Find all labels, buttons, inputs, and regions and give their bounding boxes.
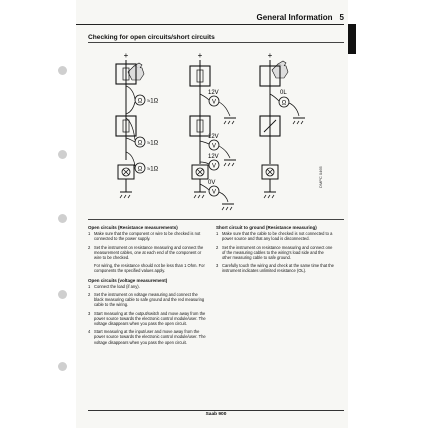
index-tab	[348, 24, 356, 54]
ohm-meter	[126, 86, 159, 114]
binder-hole	[58, 362, 67, 371]
diagram-rule	[88, 219, 344, 220]
ohm-symbol: Ω	[137, 166, 143, 173]
voltage-value: 12V	[208, 90, 219, 96]
lamp-symbol	[262, 165, 278, 179]
page-number: 5	[339, 13, 344, 22]
ohm-meter	[126, 152, 159, 173]
plus-symbol: +	[197, 51, 203, 60]
ground-symbol	[194, 192, 206, 198]
paragraph: For wiring, the resistance should not be less than 1 Ohm. For components the specified values apply.	[94, 263, 205, 274]
ohm-value: ≈1Ω	[147, 140, 159, 147]
ohm-value: ≈1Ω	[147, 166, 159, 173]
footer-rule	[88, 410, 344, 411]
list-item: 2 Set the instrument on resistance measuring and connect one of the measuring cables to the wiring's load side and the other measuring cable to safe ground.	[216, 244, 333, 261]
voltage-diagram	[190, 51, 236, 210]
open-circuit-voltage-heading: Open circuits (voltage measurement)	[88, 277, 168, 283]
footer-brand: Saab 900	[205, 412, 227, 417]
lamp-symbol	[118, 165, 134, 179]
page-footer	[88, 410, 344, 420]
list-item: 4 Start measuring at the input/user and move away from the power source towards the electronic control module/user. The voltage disappears when you pass the open circuit.	[88, 329, 206, 345]
open-circuit-resistance-heading: Open circuits (Resistance measurements)	[88, 225, 178, 230]
ground-symbol	[293, 118, 305, 124]
list-item: 3 Carefully touch the wiring and check at the same time that the instrument indicates unlimited resistance (OL).	[216, 263, 334, 274]
ol-value: 0L	[280, 90, 287, 96]
list-item: 1 Make sure that the cable to be checked is not connected to a power source and that any load is disconnected.	[216, 231, 333, 242]
resistance-diagram	[116, 51, 159, 198]
ohm-symbol: Ω	[281, 100, 287, 107]
header-title-text: General Information	[256, 13, 333, 22]
ground-symbol	[120, 192, 132, 198]
left-column	[88, 225, 206, 348]
section-title: Checking for open circuits/short circuits	[88, 34, 215, 41]
binder-hole	[58, 150, 67, 159]
volt-meter	[200, 134, 236, 166]
volt-meter	[200, 154, 219, 170]
ohm-value: ≈1Ω	[147, 98, 159, 105]
list-item: 2 Set the instrument on voltage measuring and connect the black measuring cable to safe ground and the red measuring cable to the wiring.	[88, 292, 205, 308]
binder-hole	[58, 290, 67, 299]
list-item: 1 Make sure that the component or wire to be checked is not connected to the power supply.	[88, 231, 201, 242]
volt-symbol: V	[211, 143, 217, 150]
circuit-diagram	[100, 44, 320, 216]
ohm-symbol: Ω	[137, 140, 143, 147]
header-title	[257, 13, 344, 22]
list-item: 1 Connect the load (if any).	[88, 283, 140, 289]
binder-hole	[58, 214, 67, 223]
ground-symbol	[264, 192, 276, 198]
short-circuit-heading: Short circuit to ground (Resistance measuring)	[216, 225, 317, 230]
right-column	[216, 225, 334, 277]
page-header	[76, 13, 344, 25]
ground-symbol	[224, 118, 236, 124]
short-circuit-diagram	[260, 51, 305, 198]
volt-meter	[200, 180, 234, 210]
volt-meter	[200, 90, 236, 124]
volt-symbol: V	[211, 99, 217, 106]
ground-symbol	[222, 204, 234, 210]
binder-hole	[58, 66, 67, 75]
voltage-value: 12V	[208, 134, 219, 140]
ohm-meter	[126, 118, 159, 147]
plus-symbol: +	[267, 51, 273, 60]
diagram-code: DMPC 0465	[318, 166, 323, 188]
volt-symbol: V	[211, 163, 217, 170]
volt-symbol: V	[211, 189, 217, 196]
list-item: 2 Set the instrument on resistance measuring and connect the measurement cables, one at each end of the component or wire to be checked.	[88, 244, 204, 261]
ground-symbol	[224, 160, 236, 166]
ohm-symbol: Ω	[137, 98, 143, 105]
list-item: 3 Start measuring at the output/switch and move away from the power source towards the electronic control module/user. The voltage disappears when you pass the open circuit.	[88, 310, 206, 327]
voltage-value: 0V	[208, 180, 216, 186]
ohm-meter	[270, 90, 305, 124]
plus-symbol: +	[123, 51, 129, 60]
voltage-value: 12V	[208, 154, 219, 160]
header-rule	[76, 24, 344, 25]
lamp-symbol	[192, 165, 208, 179]
section-rule	[88, 42, 344, 43]
